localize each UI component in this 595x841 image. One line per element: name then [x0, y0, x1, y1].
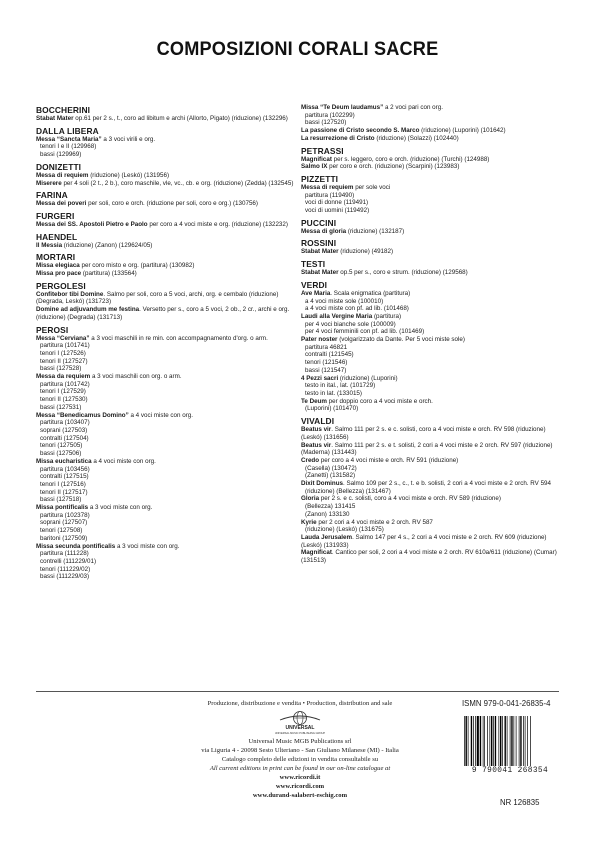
work-details: (partitura) (133564)	[81, 270, 137, 278]
catalogue-entry	[301, 184, 563, 192]
barcode-bar	[505, 716, 506, 766]
catalogue-sub-entry: a 4 voci miste con pf. ad lib. (101468)	[305, 305, 409, 313]
work-details: (riduzione) (49182)	[338, 248, 394, 256]
work-details: a 3 voci miste con org.	[115, 542, 180, 550]
work-details: per doppio coro a 4 voci miste e orch.	[326, 397, 433, 405]
catalogue-entry	[36, 543, 298, 551]
work-title: Messa “Benedicamus Domino”	[36, 411, 129, 419]
barcode-digits: 9 790041 268354	[471, 767, 549, 775]
catalogue-entry	[36, 200, 298, 208]
work-details: per 2 cori a 4 voci miste e 2 orch. RV 587	[316, 518, 433, 526]
catalogue-entry	[36, 221, 298, 229]
catalogue-sub-entry: bassi (127531)	[40, 403, 82, 411]
catalogue-sub-entry: (Luporini) (101470)	[305, 405, 359, 413]
work-title: Laudi alla Vergine Maria	[301, 312, 373, 320]
work-title: Stabat Mater	[301, 269, 339, 277]
catalogue-sub-entry: voci di donne (119491)	[305, 199, 369, 207]
work-details: (partitura)	[372, 312, 402, 320]
composer-heading: MORTARI	[36, 252, 76, 263]
work-details: . Salmo 111 per 2 s. e c. solisti, coro a 4 voci miste e orch. RV 598 (riduzione) (Leskó) (131656)	[301, 426, 546, 441]
catalogue-sub-entry: baritoni (127509)	[40, 534, 88, 542]
catalogue-sub-entry: partitura (103456)	[40, 465, 90, 473]
barcode-bar	[500, 716, 501, 766]
catalogue-sub-entry: partitura (101741)	[40, 342, 90, 350]
work-title: Messa “Sancta Maria”	[36, 135, 102, 143]
universal-logo	[270, 710, 330, 736]
footer-divider	[36, 691, 559, 692]
work-details: (volgarizzato da Dante. Per 5 voci miste sole)	[337, 336, 465, 344]
composer-heading: HAENDEL	[36, 231, 78, 242]
catalogue-entry	[36, 172, 298, 180]
catalogue-number: NR 126835	[500, 798, 540, 807]
work-title: Lauda Jerusalem	[301, 533, 353, 541]
link-ricordi-it[interactable]: www.ricordi.it	[279, 774, 321, 781]
catalogue-sub-entry: bassi (127528)	[40, 365, 82, 373]
barcode-bar	[493, 716, 494, 766]
catalogue-sub-entry: tenori I e II (129968)	[40, 143, 97, 151]
catalogue-sub-entry: tenori I (127526)	[40, 349, 86, 357]
composer-heading: DONIZETTI	[36, 161, 82, 172]
catalogue-entry	[301, 156, 563, 164]
work-title: Magnificat	[301, 155, 332, 163]
work-title: 4 Pezzi sacri	[301, 374, 339, 382]
catalogue-entry	[36, 291, 298, 306]
barcode-bar	[491, 716, 492, 766]
barcode-bar	[480, 716, 481, 766]
catalogue-entry	[301, 442, 563, 457]
barcode-bar	[499, 716, 500, 766]
work-details: a 3 voci virili e org.	[101, 135, 156, 143]
work-details: per coro misto e org. (partitura) (130982)	[79, 262, 195, 270]
work-details: per 4 soli (2 t., 2 b.), coro maschile, vle, vc., cb. e org. (riduzione) (Zedda) (132545)	[61, 179, 294, 187]
catalogue-sub-entry: contralti (121545)	[305, 351, 354, 359]
work-details: a 2 voci pari con org.	[383, 104, 443, 111]
catalogue-sub-entry: partitura (102299)	[305, 111, 355, 119]
catalogue-sub-entry: partitura (119490)	[305, 191, 355, 199]
barcode-bar	[487, 716, 488, 766]
catalogue-entry	[36, 115, 298, 123]
barcode-bar	[527, 716, 528, 766]
catalogue-sub-entry: partitura (101742)	[40, 380, 90, 388]
work-title: Missa “Te Deum laudamus”	[301, 104, 384, 111]
work-title: Miserere	[36, 179, 62, 187]
catalogue-entry	[301, 313, 563, 321]
work-details: op.5 per s., coro e strum. (riduzione) (129568)	[338, 269, 468, 277]
work-title: Salmo IX	[301, 163, 328, 171]
barcode-bar	[468, 716, 469, 766]
work-title: Missa pro pace	[36, 270, 82, 278]
catalogue-sub-entry: contrelli (111229/01)	[40, 557, 97, 565]
catalogue-sub-entry: bassi (121547)	[305, 366, 347, 374]
catalogue-entry	[301, 519, 563, 527]
barcode-bar	[530, 716, 531, 766]
work-title: Ave Maria	[301, 289, 331, 297]
catalogue-sub-entry: (riduzione) (Bellezza) (131467)	[305, 487, 391, 495]
work-details: per coro a 4 voci miste e orch. RV 591 (riduzione)	[319, 456, 459, 464]
catalogue-sub-entry: partitura (102378)	[40, 511, 90, 519]
work-details: . Cantico per soli, 2 cori a 4 voci miste e 2 orch. RV 610a/611 (riduzione) (Cumar) (131513)	[301, 549, 557, 565]
catalogue-entry	[301, 534, 563, 549]
work-details: a 3 voci maschili con org. o arm.	[90, 373, 182, 381]
barcode-bar	[507, 716, 508, 766]
catalogue-sub-entry: tenori I (127516)	[40, 480, 86, 488]
work-title: Messa dei SS. Apostoli Pietro e Paolo	[36, 220, 148, 228]
catalogue-entry	[36, 136, 298, 144]
catalogue-entry	[301, 495, 563, 503]
composer-heading: DALLA LIBERA	[36, 125, 99, 136]
catalogue-entry	[36, 270, 298, 278]
catalogue-entry	[301, 104, 563, 112]
catalogue-sub-entry: (Zanon) 133130	[305, 510, 350, 518]
work-details: per coro a 4 voci miste e org. (riduzione) (132232)	[147, 220, 288, 228]
work-details: (riduzione) (Luporini)	[338, 374, 398, 382]
work-details: per coro e orch. (riduzione) (Scarpini) (123983)	[327, 163, 460, 171]
barcode-bar	[525, 716, 526, 766]
work-details: . Salmo 109 per 2 s., c., t. e b. solisti, 2 cori a 4 voci miste e 2 orch. RV 594	[343, 480, 551, 488]
work-title: Gloria	[301, 495, 320, 503]
work-title: Missa eucharistica	[36, 457, 92, 465]
work-title: Missa pontificalis	[36, 504, 89, 512]
catalogue-entry	[36, 242, 298, 250]
work-title: Stabat Mater	[301, 248, 339, 256]
composer-heading: FURGERI	[36, 210, 75, 221]
catalogue-entry	[301, 480, 563, 488]
barcode-bar	[523, 716, 524, 766]
work-title: La passione di Cristo secondo S. Marco	[301, 127, 420, 135]
catalogue-entry	[301, 135, 563, 143]
logo-subtext: UNIVERSAL MUSIC PUBLISHING GROUP	[274, 732, 326, 735]
catalogue-entry	[36, 458, 298, 466]
work-title: Beatus vir	[301, 441, 332, 449]
barcode	[462, 716, 559, 766]
work-title: Kyrie	[301, 518, 317, 526]
barcode-bar	[483, 716, 484, 766]
catalogue-sub-entry: per 4 voci femminili con pf. ad lib. (101469)	[305, 328, 425, 336]
work-details: a 4 voci miste con org.	[128, 411, 193, 419]
catalogue-sub-entry: a 4 voci miste sole (100010)	[305, 297, 384, 305]
catalogue-sub-entry: testo in lat. (133015)	[305, 389, 362, 397]
catalogue-entry	[36, 262, 298, 270]
barcode-bar	[511, 716, 512, 766]
barcode-bar	[464, 716, 465, 766]
work-title: Messa “Cerviana”	[36, 334, 90, 342]
work-details: per 2 s. e c. solisti, coro a 4 voci miste e orch. RV 589 (riduzione)	[319, 495, 501, 503]
catalogue-entry	[301, 228, 563, 236]
composer-heading: VERDI	[301, 279, 328, 290]
catalogue-sub-entry: contralti (127504)	[40, 434, 89, 442]
catalogue-entry	[301, 336, 563, 344]
catalogue-entry	[36, 335, 298, 343]
catalogue-sub-entry: tenori II (127530)	[40, 396, 88, 404]
catalogue-sub-entry: (Bellezza) 131415	[305, 503, 356, 511]
catalogue-sub-entry: (Zanetti) (131582)	[305, 472, 356, 480]
page-title: COMPOSIZIONI CORALI SACRE	[156, 38, 439, 60]
work-title: Credo	[301, 456, 320, 464]
globe-icon	[270, 710, 330, 736]
catalogue-sub-entry: tenori (127505)	[40, 442, 83, 450]
work-details: . Salmo per soli, coro a 5 voci, archi, org. e cembalo (riduzione) (Degrada, Leskó) (131723)	[36, 290, 279, 306]
composer-heading: VIVALDI	[301, 416, 335, 427]
link-ricordi-com[interactable]: www.ricordi.com	[275, 783, 325, 790]
work-details: (riduzione) (Solazzi) (102440)	[374, 134, 459, 142]
catalogue-entry	[301, 127, 563, 135]
catalogue-sub-entry: soprani (127503)	[40, 426, 88, 434]
work-title: Messa dei poveri	[36, 200, 87, 208]
catalogue-left-column	[36, 104, 298, 583]
work-details: (riduzione) (Leskó) (131956)	[88, 171, 170, 179]
work-title: Confitebor tibi Domine	[36, 290, 104, 298]
catalogue-entry	[301, 549, 563, 564]
logo-text: UNIVERSAL	[285, 725, 315, 731]
work-title: Magnificat	[301, 549, 332, 557]
work-title: Te Deum	[301, 397, 327, 405]
catalogue-sub-entry: tenori I (127529)	[40, 388, 86, 396]
catalogue-sub-entry: bassi (127518)	[40, 496, 82, 504]
work-title: Beatus vir	[301, 426, 332, 434]
catalogue-sub-entry: partitura (111228)	[40, 550, 89, 558]
work-details: . Salmo 111 per 2 s. e t. solisti, 2 cori a 4 voci miste e 2 orch. RV 597 (riduzione) (Maderna) (131443)	[301, 441, 553, 457]
work-title: Il Messia	[36, 241, 63, 249]
footer-publisher-info	[150, 699, 450, 800]
barcode-bar	[510, 716, 511, 766]
work-details: . Scala enigmatica (partitura)	[330, 289, 411, 297]
catalogue-sub-entry: bassi (127506)	[40, 450, 82, 458]
work-title: Messa da requiem	[36, 373, 91, 381]
catalogue-right-column	[301, 104, 563, 567]
work-details: a 3 voci miste con org.	[88, 504, 153, 512]
catalogue-entry	[36, 306, 298, 321]
catalogue-sub-entry: tenori (127508)	[40, 527, 83, 535]
work-details: . Salmo 147 per 4 s., 2 cori a 4 voci miste e 2 orch. RV 609 (riduzione) (Leskó) (131933)	[301, 533, 547, 549]
barcode-bar	[502, 716, 503, 766]
composer-heading: ROSSINI	[301, 238, 337, 249]
barcode-bar	[473, 716, 474, 766]
work-details: per sole voci	[353, 183, 391, 191]
catalogue-entry	[36, 180, 298, 188]
barcode-bar	[516, 716, 517, 766]
catalogue-sub-entry: bassi (111229/03)	[40, 573, 90, 581]
composer-heading: PETRASSI	[301, 145, 344, 156]
catalogue-entry	[36, 504, 298, 512]
catalogue-entry	[36, 412, 298, 420]
composer-heading: PIZZETTI	[301, 173, 339, 184]
distribution-text: Produzione, distribuzione e vendita • Production, distribution and sale	[207, 700, 393, 707]
barcode-bar	[519, 716, 520, 766]
catalogue-entry	[301, 457, 563, 465]
work-title: La resurrezione di Cristo	[301, 134, 375, 142]
ismn-code: ISMN 979-0-041-26835-4	[462, 699, 551, 708]
catalogue-sub-entry: partitura 46821	[305, 343, 348, 351]
barcode-bar	[495, 716, 496, 766]
catalogue-sub-entry: partitura (103407)	[40, 419, 90, 427]
catalogue-sub-entry: tenori II (127517)	[40, 488, 88, 496]
catalogue-sub-entry: (riduzione) (Leskó) (131675)	[305, 526, 384, 534]
catalogue-entry	[301, 163, 563, 171]
catalogue-entry	[36, 373, 298, 381]
catalogue-sub-entry: tenori II (127527)	[40, 357, 88, 365]
work-details: (riduzione) (Zanon) (129624/05)	[62, 241, 153, 249]
barcode-bar	[514, 716, 515, 766]
work-details: . Versetto per s., coro a 5 voci, 2 ob., 2 cr., archi e org. (riduzione) (Degrada) (131713)	[36, 306, 290, 321]
catalogue-sub-entry: (Casella) (130472)	[305, 464, 357, 472]
catalogue-entry	[301, 248, 563, 256]
catalogue-note-it: Catalogo completo delle edizioni in vendita consultabile su	[221, 756, 379, 763]
barcode-bar	[471, 716, 472, 766]
publisher-name: Universal Music MGB Publications srl	[248, 738, 352, 745]
catalogue-sub-entry: tenori (111229/02)	[40, 565, 91, 573]
work-title: Pater noster	[301, 336, 338, 344]
work-title: Missa secunda pontificalis	[36, 542, 116, 550]
work-title: Messa di requiem	[301, 183, 354, 191]
publisher-address: via Liguria 4 - 20098 Sesto Ulteriano - San Giuliano Milanese (MI) - Italia	[201, 747, 399, 754]
work-details: (riduzione) (132187)	[346, 227, 405, 235]
work-title: Dixit Dominus	[301, 480, 344, 488]
work-details: per s. leggero, coro e orch. (riduzione) (Turchi) (124988)	[331, 155, 490, 163]
catalogue-entry	[301, 290, 563, 298]
barcode-bar	[484, 716, 485, 766]
composer-heading: BOCCHERINI	[36, 105, 91, 115]
barcode-bar	[466, 716, 467, 766]
catalogue-sub-entry: testo in ital., lat. (101729)	[305, 382, 376, 390]
composer-heading: PUCCINI	[301, 217, 337, 228]
catalogue-entry	[301, 269, 563, 277]
catalogue-entry	[301, 398, 563, 406]
catalogue-sub-entry: soprani (127507)	[40, 519, 88, 527]
catalogue-entry	[301, 375, 563, 383]
work-details: a 4 voci miste con org.	[91, 457, 156, 465]
work-details: a 3 voci maschili in re min. con accompagnamento d'org. o arm.	[89, 334, 268, 342]
catalogue-sub-entry: contralti (127515)	[40, 473, 89, 481]
link-durand[interactable]: www.durand-salabert-eschig.com	[252, 792, 348, 799]
composer-heading: TESTI	[301, 259, 326, 270]
barcode-bar	[490, 716, 491, 766]
work-title: Missa elegiaca	[36, 262, 80, 270]
catalogue-sub-entry: tenori (121546)	[305, 359, 348, 367]
barcode-bar	[520, 716, 521, 766]
work-details: op.61 per 2 s., t., coro ad libitum e archi (Allorto, Pigato) (riduzione) (132296)	[73, 115, 288, 122]
work-title: Domine ad adjuvandum me festina	[36, 306, 140, 314]
work-title: Messa di requiem	[36, 171, 89, 179]
catalogue-sub-entry: bassi (129969)	[40, 151, 82, 159]
work-details: (riduzione) (Luporini) (101642)	[419, 127, 506, 135]
catalogue-note-en: All current editions in print can be found in our on-line catalogue at	[209, 765, 391, 772]
composer-heading: PEROSI	[36, 324, 69, 335]
barcode-bar	[475, 716, 476, 766]
catalogue-entry	[301, 426, 563, 441]
composer-heading: PERGOLESI	[36, 280, 86, 291]
composer-heading: FARINA	[36, 190, 68, 201]
barcode-bar	[477, 716, 479, 766]
work-title: Stabat Mater	[36, 115, 74, 122]
catalogue-sub-entry: voci di uomini (119492)	[305, 207, 370, 215]
catalogue-sub-entry: bassi (127520)	[305, 119, 347, 127]
catalogue-sub-entry: per 4 voci bianche sole (100009)	[305, 320, 396, 328]
work-details: per soli, coro e orch. (riduzione per soli, coro e org.) (130756)	[86, 200, 258, 208]
work-title: Messa di gloria	[301, 227, 347, 235]
